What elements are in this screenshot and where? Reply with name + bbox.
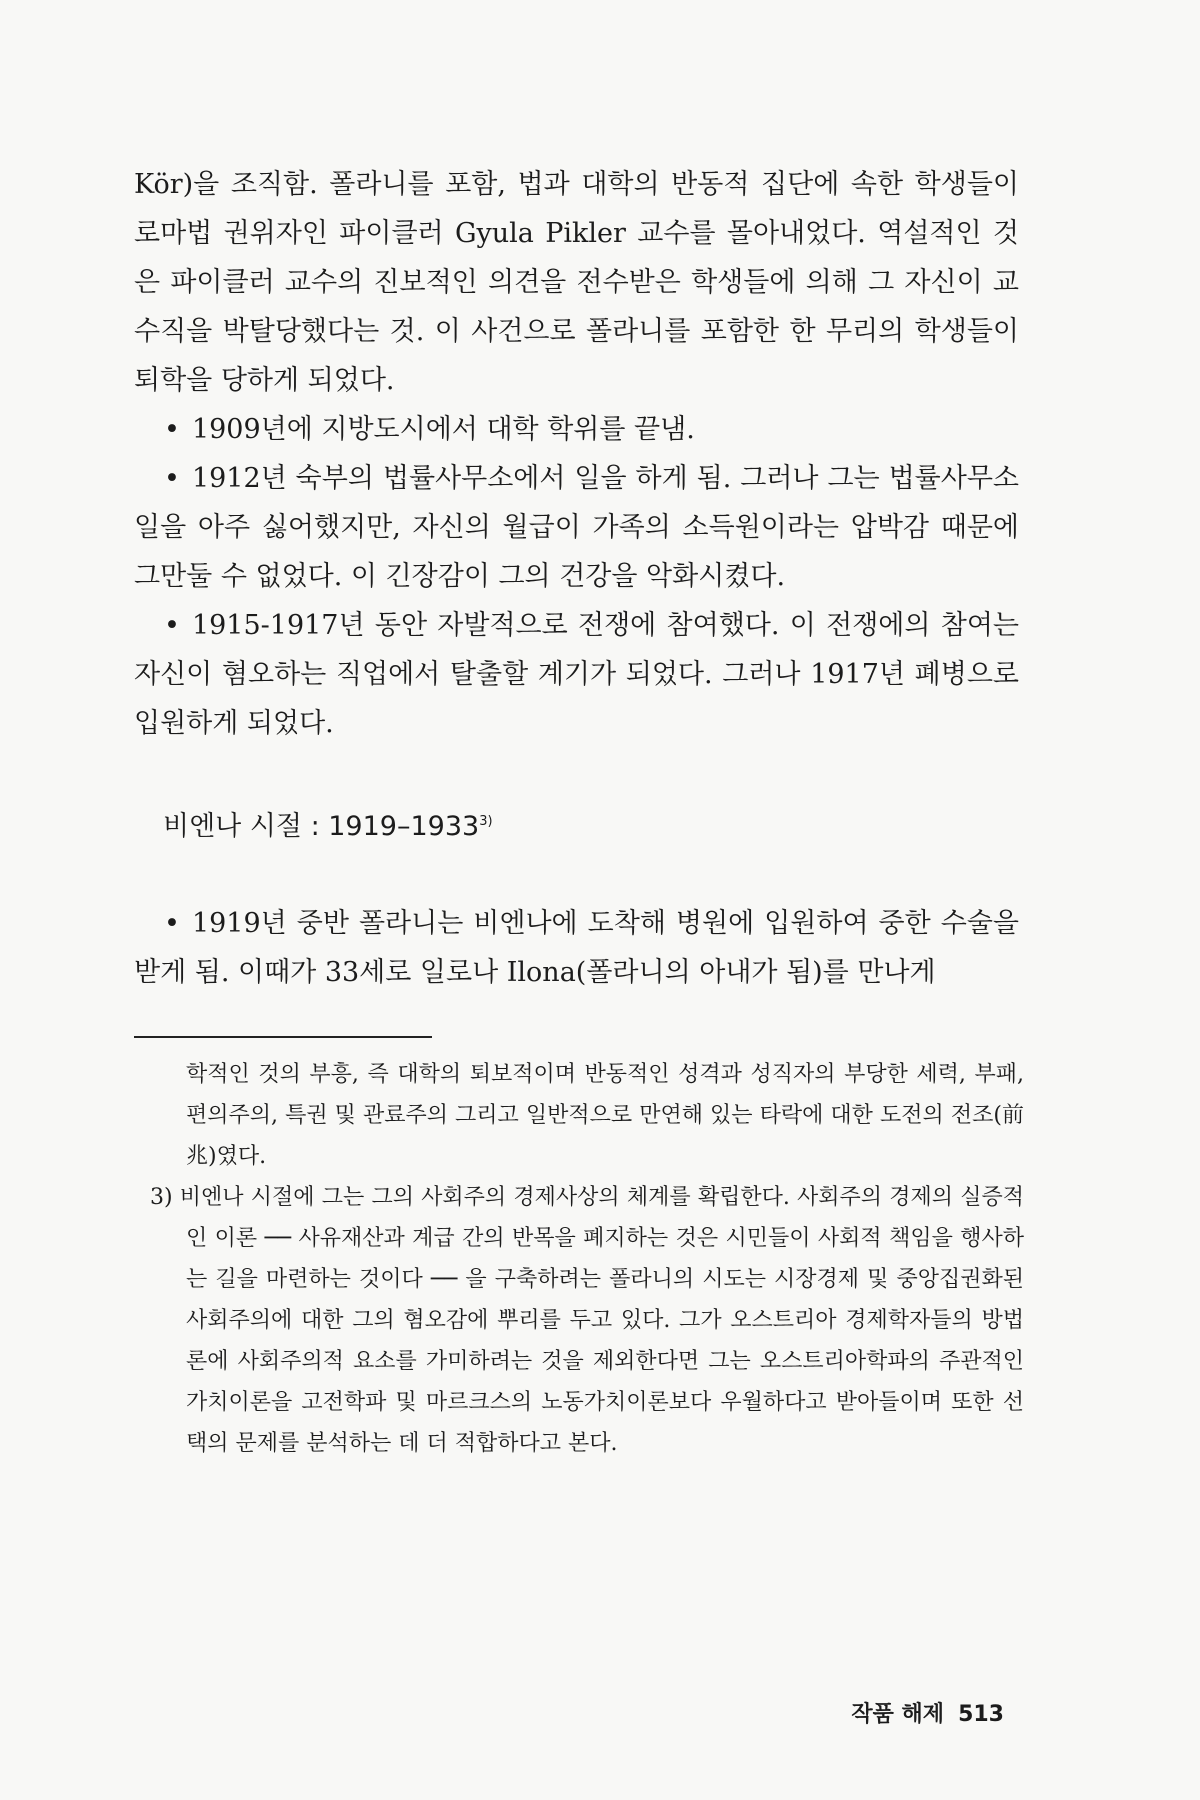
footnote-ref-3: 3): [479, 814, 493, 829]
bullet-dot: •: [164, 908, 180, 939]
bullet-text: 1909년에 지방도시에서 대학 학위를 끝냄.: [191, 414, 695, 445]
bullet-item-1909: [134, 405, 1019, 454]
section-heading: [163, 802, 493, 847]
bullet-dot: •: [164, 414, 180, 445]
body-text: [134, 160, 1019, 748]
bullet-dot: •: [164, 610, 180, 641]
bullet-text: 1915-1917년 동안 자발적으로 전쟁에 참여했다. 이 전쟁에의 참여는 자신이 혐오하는 직업에서 탈출할 계기가 되었다. 그러나 1917년 폐병으로 입원하게 되었다.: [134, 610, 1019, 739]
footnotes: [134, 1054, 1024, 1464]
footnote-divider: [134, 1036, 432, 1038]
section-body: [134, 899, 1019, 997]
footnote-3: 3) 비엔나 시절에 그는 그의 사회주의 경제사상의 체계를 확립한다. 사회주의 경제의 실증적인 이론 ── 사유재산과 계급 간의 반목을 폐지하는 것은 시민들이 사회적 책임을 행사하는 길을 마련하는 것이다 ── 을 구축하려는 폴라니의 시도는 시장경제 및 중앙집권화된 사회주의에 대한 그의 혐오감에 뿌리를 두고 있다. 그가 오스트리아 경제학자들의 방법론에 사회주의적 요소를 가미하려는 것을 제외한다면 그는 오스트리아학파의 주관적인 가치이론을 고전학파 및 마르크스의 노동가치이론보다 우월하다고 받아들이며 또한 선택의 문제를 분석하는 데 더 적합하다고 본다.: [150, 1185, 1024, 1456]
bullet-item-1915: [134, 601, 1019, 748]
section-heading-text: 비엔나 시절 : 1919–1933: [163, 811, 480, 842]
bullet-dot: •: [164, 463, 180, 494]
bullet-item-1919: [134, 899, 1019, 997]
footnote-continuation: 학적인 것의 부흥, 즉 대학의 퇴보적이며 반동적인 성격과 성직자의 부당한 세력, 부패, 편의주의, 특권 및 관료주의 그리고 일반적으로 만연해 있는 타락에 대한 도전의 전조(前兆)였다.: [186, 1062, 1024, 1169]
bullet-item-1912: [134, 454, 1019, 601]
body-paragraph: Kör)을 조직함. 폴라니를 포함, 법과 대학의 반동적 집단에 속한 학생들이 로마법 권위자인 파이클러 Gyula Pikler 교수를 몰아내었다. 역설적인 것은 파이클러 교수의 진보적인 의견을 전수받은 학생들에 의해 그 자신이 교수직을 박탈당했다는 것. 이 사건으로 폴라니를 포함한 한 무리의 학생들이 퇴학을 당하게 되었다.: [134, 169, 1019, 396]
bullet-text: 1912년 숙부의 법률사무소에서 일을 하게 됨. 그러나 그는 법률사무소 일을 아주 싫어했지만, 자신의 월급이 가족의 소득원이라는 압박감 때문에 그만둘 수 없었다. 이 긴장감이 그의 건강을 악화시켰다.: [134, 463, 1019, 592]
running-footer-label: 작품 해제: [851, 1702, 945, 1727]
page-number: 513: [958, 1702, 1004, 1727]
page-footer: [851, 1697, 1004, 1728]
bullet-text: 1919년 중반 폴라니는 비엔나에 도착해 병원에 입원하여 중한 수술을 받게 됨. 이때가 33세로 일로나 Ilona(폴라니의 아내가 됨)를 만나게: [134, 908, 1019, 988]
